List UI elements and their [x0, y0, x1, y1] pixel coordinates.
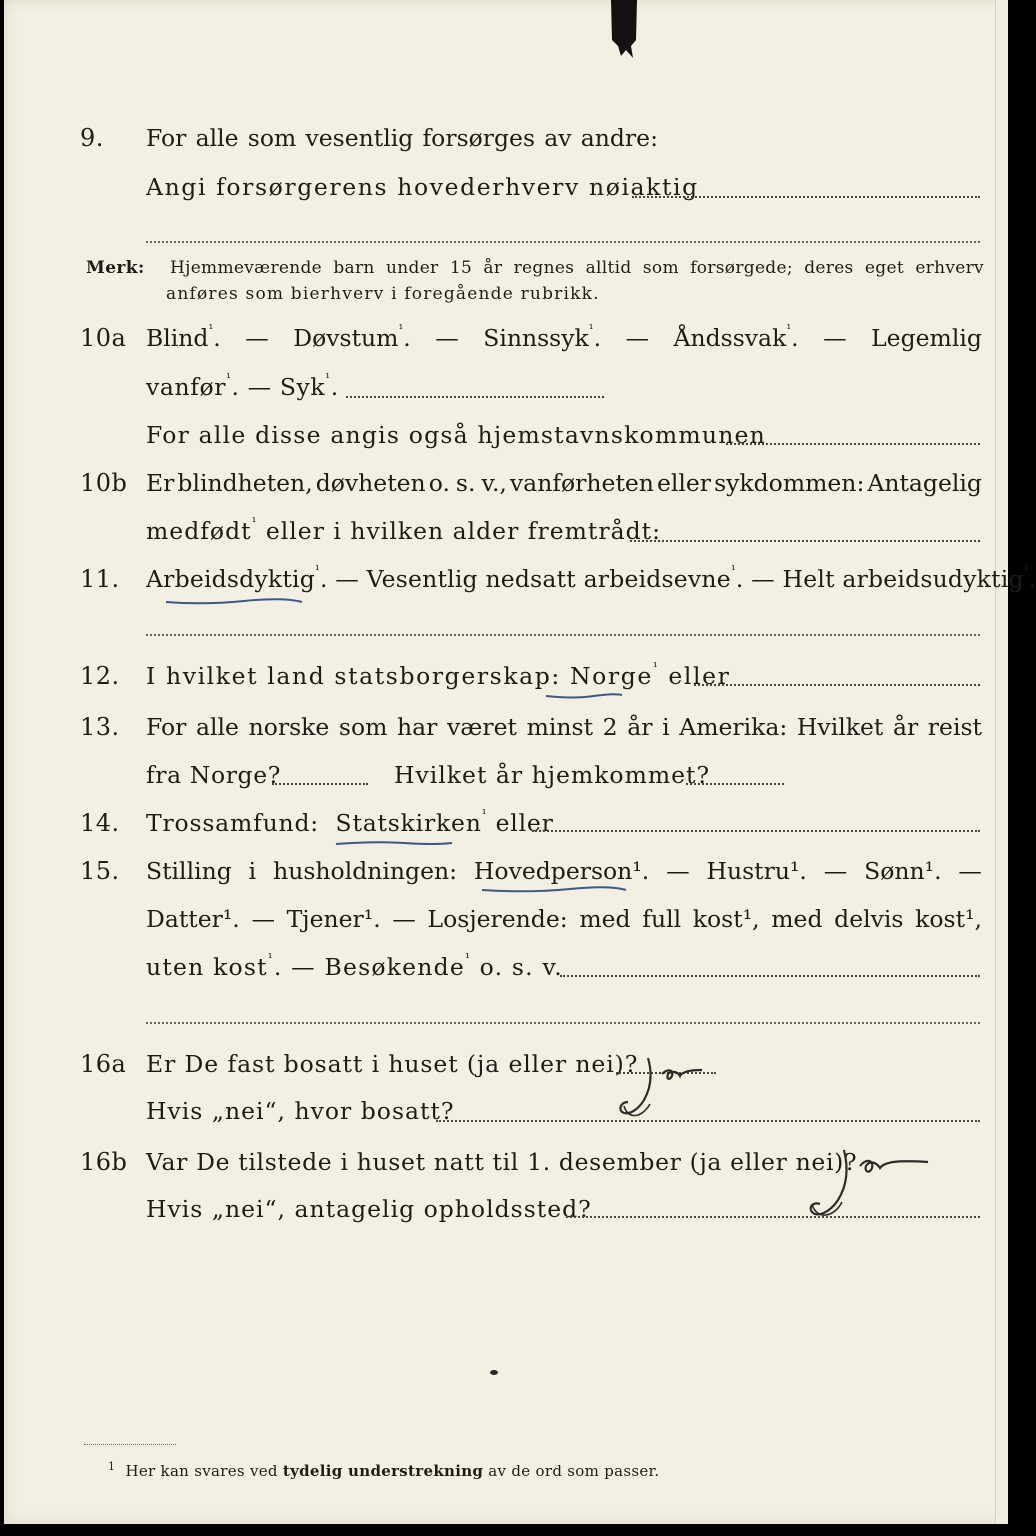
q13-line2b: Hvilket år hjemkommet? — [394, 761, 711, 789]
dash: — — [251, 905, 275, 933]
option-legemlig[interactable]: Legemlig — [871, 324, 982, 352]
dash: — — [392, 905, 416, 933]
binding-tab — [609, 0, 639, 58]
word: Amerika: — [679, 713, 788, 741]
word: Hvilket — [796, 713, 884, 741]
q16a-line2: Hvis „nei“, hvor bosatt? — [146, 1097, 455, 1125]
word: år — [483, 258, 503, 278]
word: døvheten — [315, 469, 426, 497]
q14-line1: Trossamfund: Statskirken$^{^1}$ eller — [146, 807, 554, 837]
item-number-16b: 16b — [80, 1148, 128, 1176]
option-statskirken[interactable]: Statskirken — [335, 809, 482, 837]
word: full — [642, 905, 682, 933]
option-blind[interactable]: Blind$^{^1}$. — [146, 322, 221, 352]
dash: — — [823, 324, 847, 352]
word-group: o. s. v., — [428, 469, 507, 497]
q10a-line1 — [146, 324, 982, 352]
q13-line1 — [146, 713, 982, 741]
option-arbeidsdyktig[interactable]: Arbeidsdyktig — [146, 565, 315, 593]
word: For — [146, 124, 187, 152]
word: norske — [248, 713, 330, 741]
q12-answer-line[interactable] — [694, 684, 980, 686]
handwritten-answer-16a — [610, 1052, 720, 1122]
note-label: Merk: — [86, 258, 145, 278]
dash: — — [625, 324, 650, 352]
note-line2: anføres som bierhverv i foregående rubrikk. — [166, 284, 600, 304]
word: reist — [927, 713, 982, 741]
word: med — [579, 905, 631, 933]
option-hustru[interactable]: Hustru¹. — [706, 857, 807, 885]
option-uten-kost[interactable]: uten kost — [146, 953, 268, 981]
word: Antagelig — [867, 469, 982, 497]
option-norge[interactable]: Norge — [570, 662, 653, 690]
page-edge — [995, 0, 1008, 1524]
word: Er — [146, 469, 175, 497]
dash: — — [435, 324, 459, 352]
q10a-line2: vanfør$^{^1}$. — Syk$^{^1}$. — [146, 371, 339, 401]
word: sykdommen: — [714, 469, 865, 497]
q16b-opholdssted-line[interactable] — [566, 1216, 980, 1218]
option-dovstum[interactable]: Døvstum$^{^1}$. — [293, 322, 411, 352]
q10a-kommune-line[interactable] — [726, 443, 980, 445]
q9-line1 — [146, 124, 658, 152]
q15-line2 — [146, 905, 982, 933]
q15-line3: uten kost$^{^1}$. — Besøkende$^{^1}$ o. s. v. — [146, 951, 563, 981]
q15-extra-line[interactable] — [146, 1022, 980, 1024]
word: alle — [195, 124, 239, 152]
word: vanførheten — [509, 469, 654, 497]
word: under — [386, 258, 439, 278]
word: forsørges — [422, 124, 536, 152]
item-number-11: 11. — [80, 565, 120, 593]
word: husholdningen: — [273, 857, 458, 885]
word: vesentlig — [305, 124, 414, 152]
word: forsørgede; — [690, 258, 793, 278]
q9-answer-line[interactable] — [632, 196, 980, 198]
option-andssvak[interactable]: Åndssvak$^{^1}$. — [673, 322, 799, 352]
item-number-9: 9. — [80, 124, 104, 152]
word: erhverv — [915, 258, 984, 278]
q16a-bosatt-line[interactable] — [436, 1120, 980, 1122]
word: eget — [864, 258, 904, 278]
word: av — [544, 124, 572, 152]
word: år — [627, 713, 653, 741]
q11-line1: Arbeidsdyktig$^{^1}$. — Vesentlig nedsatt arbeidsevne$^{^1}$. — Helt arbeidsudyktig$^{^1}$. — [146, 563, 1036, 593]
q16a-line1: Er De fast bosatt i huset (ja eller nei)? — [146, 1050, 639, 1078]
q10b-line2: medfødt$^{^1}$ eller i hvilken alder fremtrådt: — [146, 515, 661, 545]
word: i — [662, 713, 670, 741]
q11-extra-line[interactable] — [146, 634, 980, 636]
item-number-14: 14. — [80, 809, 120, 837]
census-form-page — [4, 0, 1036, 1524]
word: Stilling — [146, 857, 232, 885]
dash: — — [823, 857, 848, 885]
option-datter[interactable]: Datter¹. — [146, 905, 240, 933]
word: som — [642, 258, 679, 278]
word: Hjemmeværende — [170, 258, 323, 278]
word: Losjerende: — [427, 905, 568, 933]
item-number-15: 15. — [80, 857, 120, 885]
footnote-rule — [84, 1444, 176, 1445]
q13-line2a: fra Norge? — [146, 761, 281, 789]
ink-speck — [490, 1370, 498, 1375]
q16b-line1: Var De tilstede i huset natt til 1. desember (ja eller nei)? — [146, 1148, 858, 1176]
option-medfodt[interactable]: medfødt — [146, 517, 252, 545]
q13-reist-line[interactable] — [272, 783, 368, 785]
word: som — [247, 124, 297, 152]
option-nedsatt-arbeidsevne[interactable]: . — Vesentlig nedsatt arbeidsevne — [319, 565, 731, 593]
word: regnes — [513, 258, 575, 278]
q9-extra-line[interactable] — [146, 241, 980, 243]
word: delvis — [834, 905, 904, 933]
word: minst — [526, 713, 594, 741]
option-besokende[interactable]: . — Besøkende — [273, 953, 465, 981]
q10a-line3: For alle disse angis også hjemstavnskommunen — [146, 421, 766, 449]
option-arbeidsudyktig[interactable]: . — Helt arbeidsudyktig — [735, 565, 1024, 593]
word: alltid — [585, 258, 632, 278]
underline-mark — [164, 598, 304, 606]
q9-line2: Angi forsørgerens hovederhverv nøiaktig — [146, 173, 699, 201]
word: med — [771, 905, 823, 933]
word: blindheten, — [177, 469, 313, 497]
item-number-10b: 10b — [80, 469, 128, 497]
item-number-12: 12. — [80, 662, 120, 690]
footnote: $^1$ Her kan svares ved tydelig understrekning av de ord som passer. — [108, 1460, 660, 1480]
option-syk[interactable]: — Syk — [239, 373, 326, 401]
item-number-10a: 10a — [80, 324, 127, 352]
underline-mark — [544, 692, 624, 700]
q10a-answer-line[interactable] — [346, 396, 604, 398]
q16b-line2: Hvis „nei“, antagelig opholdssted? — [146, 1195, 592, 1223]
word: andre: — [580, 124, 658, 152]
word: eller — [656, 469, 712, 497]
q10b-line1 — [146, 469, 982, 497]
word: som — [338, 713, 388, 741]
q15-answer-line[interactable] — [560, 975, 980, 977]
word: i — [248, 857, 257, 885]
dash: — — [958, 857, 982, 885]
word: For — [146, 713, 187, 741]
q14-answer-line[interactable] — [532, 830, 980, 832]
option-sonn[interactable]: Sønn¹. — [864, 857, 942, 885]
option-full-kost[interactable]: kost¹, — [692, 905, 760, 933]
word: 2 — [602, 713, 618, 741]
option-sinnssyk[interactable]: Sinnssyk$^{^1}$. — [483, 322, 602, 352]
item-number-13: 13. — [80, 713, 120, 741]
option-vanfor[interactable]: vanfør — [146, 373, 227, 401]
note-line1 — [170, 258, 984, 278]
underline-mark — [334, 839, 454, 847]
word: år — [892, 713, 919, 741]
word: deres — [804, 258, 854, 278]
word: alle — [196, 713, 239, 741]
word: har — [397, 713, 438, 741]
option-hovedperson[interactable]: Hovedperson¹. — [473, 857, 650, 885]
dash: — — [245, 324, 269, 352]
word: barn — [333, 258, 375, 278]
option-tjener[interactable]: Tjener¹. — [286, 905, 381, 933]
q12-line1: I hvilket land statsborgerskap: Norge$^{^1}$ eller — [146, 660, 731, 690]
handwritten-answer-16b — [804, 1144, 934, 1224]
word: 15 — [449, 258, 473, 278]
item-number-16a: 16a — [80, 1050, 127, 1078]
option-delvis-kost[interactable]: kost¹, — [915, 905, 982, 933]
word: været — [447, 713, 517, 741]
q10b-answer-line[interactable] — [630, 540, 980, 542]
q13-hjemkommet-line[interactable] — [686, 783, 784, 785]
underline-mark — [480, 886, 628, 894]
dash: — — [666, 857, 690, 885]
q15-line1 — [146, 857, 982, 885]
